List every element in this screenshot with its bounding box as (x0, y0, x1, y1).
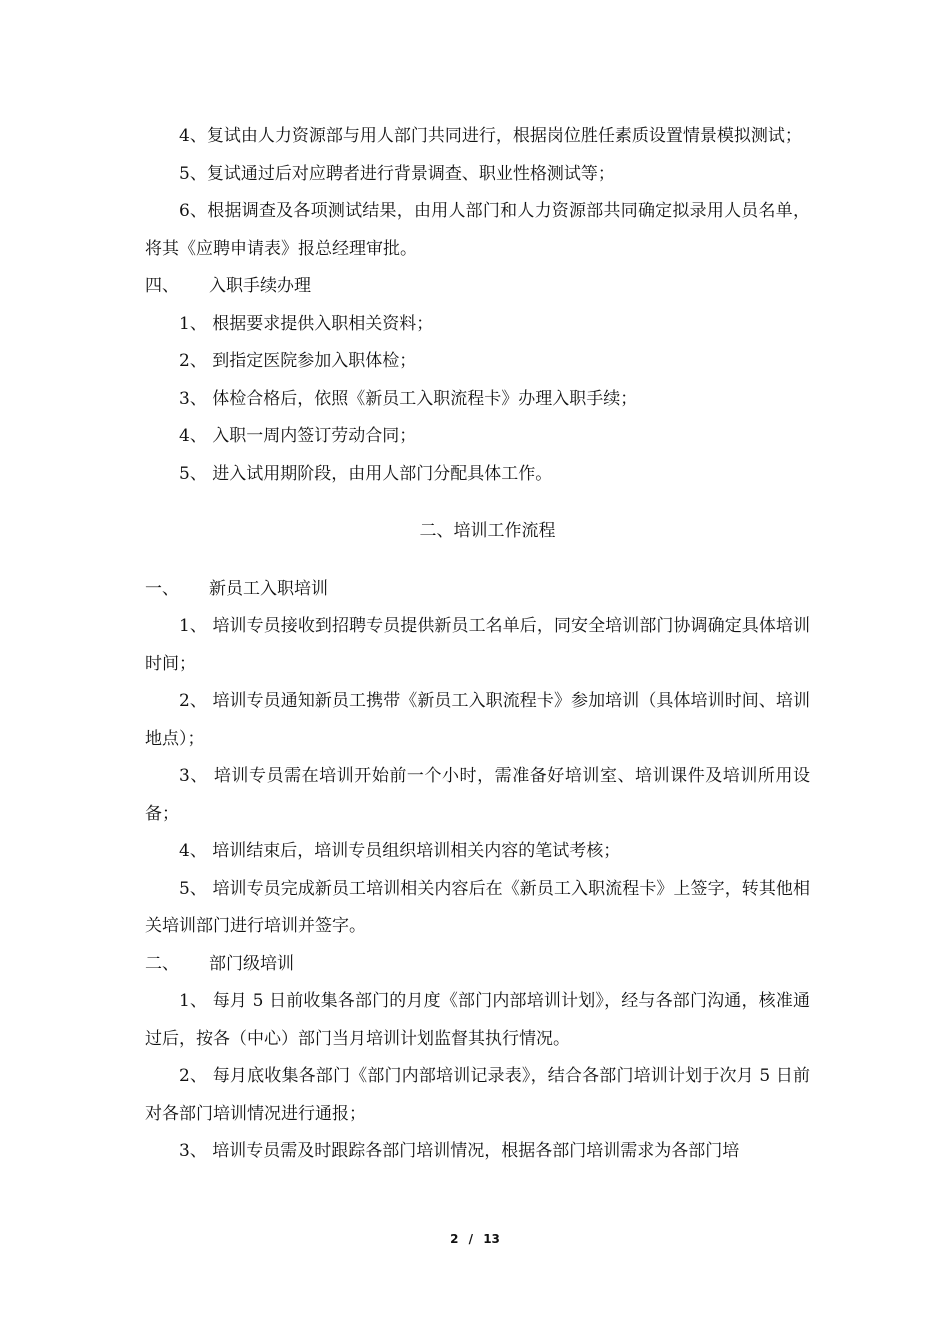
section-title: 入职手续办理 (209, 276, 311, 296)
list-item: 2、 到指定医院参加入职体检； (179, 351, 417, 371)
list-item: 5、 培训专员完成新员工培训相关内容后在《新员工入职流程卡》上签字，转其他相关培训部门进行培训并签字。 (145, 878, 810, 936)
list-item: 2、 培训专员通知新员工携带《新员工入职流程卡》参加培训（具体培训时间、培训地点）； (145, 691, 810, 749)
list-item: 1、 每月 5 日前收集各部门的月度《部门内部培训计划》，经与各部门沟通，核准通过后，按各（中心）部门当月培训计划监督其执行情况。 (145, 991, 810, 1049)
section-title: 新员工入职培训 (209, 578, 328, 599)
section-number: 一、 (145, 578, 179, 599)
chapter-title: 二、培训工作流程 (419, 521, 556, 541)
list-item: 1、 根据要求提供入职相关资料； (179, 313, 434, 334)
paragraph: 6、根据调查及各项测试结果，由用人部门和人力资源部共同确定拟录用人员名单，将其《应聘申请表》报总经理审批。 (145, 201, 810, 259)
page-total: 13 (483, 1232, 500, 1246)
list-item: 5、 进入试用期阶段，由用人部门分配具体工作。 (179, 463, 553, 484)
page-content (145, 118, 810, 1171)
paragraph: 5、复试通过后对应聘者进行背景调查、职业性格测试等； (179, 163, 615, 184)
section-heading (145, 268, 810, 306)
page-separator: / (468, 1232, 474, 1246)
section-title: 部门级培训 (209, 953, 294, 974)
section-number: 四、 (145, 276, 179, 296)
list-item: 1、 培训专员接收到招聘专员提供新员工名单后，同安全培训部门协调确定具体培训时间； (145, 616, 810, 674)
list-item: 3、 体检合格后，依照《新员工入职流程卡》办理入职手续； (179, 388, 638, 409)
paragraph: 4、复试由人力资源部与用人部门共同进行，根据岗位胜任素质设置情景模拟测试； (179, 126, 802, 146)
page-number: 2 (450, 1232, 459, 1246)
list-item: 4、 培训结束后，培训专员组织培训相关内容的笔试考核； (179, 841, 621, 861)
list-item: 4、 入职一周内签订劳动合同； (179, 426, 417, 446)
section-heading (145, 571, 810, 609)
list-item: 3、 培训专员需及时跟踪各部门培训情况，根据各部门培训需求为各部门培 (179, 1141, 740, 1161)
list-item: 2、 每月底收集各部门《部门内部培训记录表》，结合各部门培训计划于次月 5 日前对各部门培训情况进行通报； (145, 1066, 810, 1124)
page-footer (0, 1232, 950, 1246)
list-item: 3、 培训专员需在培训开始前一个小时，需准备好培训室、培训课件及培训所用设备； (145, 766, 810, 824)
section-number: 二、 (145, 953, 179, 974)
section-heading (145, 946, 810, 984)
